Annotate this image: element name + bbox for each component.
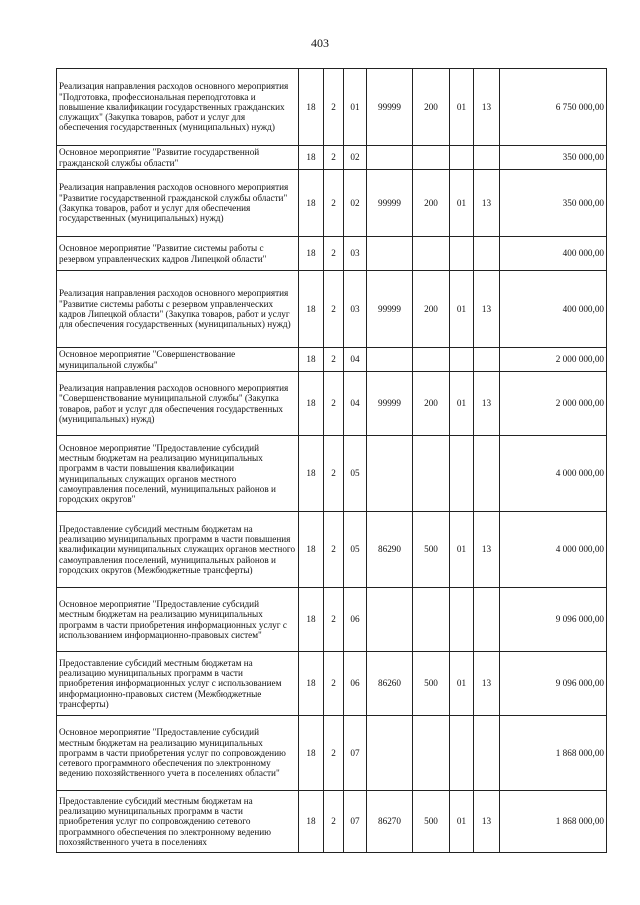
code-event: 02 xyxy=(344,170,367,237)
code-program: 18 xyxy=(299,436,324,512)
code-subprogram: 2 xyxy=(324,69,344,146)
code-expense-type: 500 xyxy=(413,791,450,853)
code-subsection xyxy=(474,716,500,791)
code-direction: 99999 xyxy=(367,271,413,348)
table-row xyxy=(57,652,607,716)
code-direction xyxy=(367,237,413,271)
code-subsection: 13 xyxy=(474,69,500,146)
code-section xyxy=(450,716,474,791)
code-subprogram: 2 xyxy=(324,512,344,588)
code-subprogram: 2 xyxy=(324,652,344,716)
code-expense-type xyxy=(413,146,450,170)
code-subsection: 13 xyxy=(474,170,500,237)
budget-table xyxy=(56,68,607,853)
code-direction xyxy=(367,716,413,791)
table-row xyxy=(57,512,607,588)
code-subsection xyxy=(474,588,500,652)
code-expense-type: 500 xyxy=(413,652,450,716)
code-program: 18 xyxy=(299,791,324,853)
code-event: 03 xyxy=(344,237,367,271)
code-program: 18 xyxy=(299,652,324,716)
row-amount: 400 000,00 xyxy=(500,237,607,271)
row-description: Основное мероприятие "Предоставление субсидий местным бюджетам на реализацию муниципальных программ в части приобретения информационных услуг с использованием информационно-правовых систем" xyxy=(57,588,299,652)
row-description: Основное мероприятие "Предоставление субсидий местным бюджетам на реализацию муниципальных программ в части повышения квалификации муниципальных служащих органов местного самоуправления поселений, муниципальных районов и городских округов" xyxy=(57,436,299,512)
code-section: 01 xyxy=(450,271,474,348)
table-row xyxy=(57,588,607,652)
code-event: 05 xyxy=(344,512,367,588)
code-expense-type xyxy=(413,716,450,791)
code-direction xyxy=(367,348,413,372)
row-description: Реализация направления расходов основного мероприятия "Подготовка, профессиональная переподготовка и повышение квалификации государственных гражданских служащих" (Закупка товаров, работ и услуг для обеспечения государственных (муниципальных) нужд) xyxy=(57,69,299,146)
row-amount: 9 096 000,00 xyxy=(500,588,607,652)
budget-table-body xyxy=(57,69,607,853)
code-subsection xyxy=(474,436,500,512)
table-row xyxy=(57,372,607,436)
code-expense-type: 200 xyxy=(413,372,450,436)
code-direction xyxy=(367,436,413,512)
code-section: 01 xyxy=(450,652,474,716)
row-amount: 2 000 000,00 xyxy=(500,372,607,436)
table-row xyxy=(57,170,607,237)
code-event: 04 xyxy=(344,372,367,436)
code-program: 18 xyxy=(299,237,324,271)
row-amount: 400 000,00 xyxy=(500,271,607,348)
code-direction: 99999 xyxy=(367,170,413,237)
table-row xyxy=(57,237,607,271)
table-row xyxy=(57,791,607,853)
row-description: Предоставление субсидий местным бюджетам на реализацию муниципальных программ в части приобретения информационных услуг с использованием информационно-правовых систем (Межбюджетные трансферты) xyxy=(57,652,299,716)
code-expense-type: 200 xyxy=(413,170,450,237)
code-subsection: 13 xyxy=(474,791,500,853)
code-event: 05 xyxy=(344,436,367,512)
code-subprogram: 2 xyxy=(324,237,344,271)
code-subsection: 13 xyxy=(474,512,500,588)
code-section: 01 xyxy=(450,170,474,237)
code-subprogram: 2 xyxy=(324,372,344,436)
code-program: 18 xyxy=(299,348,324,372)
row-amount: 350 000,00 xyxy=(500,146,607,170)
row-description: Основное мероприятие "Совершенствование муниципальной службы" xyxy=(57,348,299,372)
code-expense-type: 200 xyxy=(413,69,450,146)
row-amount: 2 000 000,00 xyxy=(500,348,607,372)
page-number: 403 xyxy=(311,36,329,50)
code-direction: 86290 xyxy=(367,512,413,588)
row-description: Основное мероприятие "Развитие системы работы с резервом управленческих кадров Липецкой области" xyxy=(57,237,299,271)
row-amount: 1 868 000,00 xyxy=(500,791,607,853)
code-subprogram: 2 xyxy=(324,348,344,372)
code-subsection xyxy=(474,237,500,271)
code-direction: 86270 xyxy=(367,791,413,853)
code-expense-type: 200 xyxy=(413,271,450,348)
code-expense-type xyxy=(413,436,450,512)
code-direction xyxy=(367,146,413,170)
code-direction: 86260 xyxy=(367,652,413,716)
table-row xyxy=(57,348,607,372)
table-row xyxy=(57,271,607,348)
code-section: 01 xyxy=(450,69,474,146)
row-amount: 1 868 000,00 xyxy=(500,716,607,791)
code-subprogram: 2 xyxy=(324,588,344,652)
code-subprogram: 2 xyxy=(324,716,344,791)
code-expense-type xyxy=(413,588,450,652)
code-subprogram: 2 xyxy=(324,170,344,237)
code-event: 06 xyxy=(344,652,367,716)
row-description: Реализация направления расходов основного мероприятия "Развитие системы работы с резервом управленческих кадров Липецкой области" (Закупка товаров, работ и услуг для обеспечения государственных (муниципальных) нужд) xyxy=(57,271,299,348)
code-direction xyxy=(367,588,413,652)
code-direction: 99999 xyxy=(367,69,413,146)
code-event: 07 xyxy=(344,791,367,853)
code-section: 01 xyxy=(450,512,474,588)
code-expense-type: 500 xyxy=(413,512,450,588)
code-subsection: 13 xyxy=(474,372,500,436)
code-subsection xyxy=(474,348,500,372)
code-subsection: 13 xyxy=(474,652,500,716)
table-row xyxy=(57,716,607,791)
row-amount: 9 096 000,00 xyxy=(500,652,607,716)
table-row xyxy=(57,146,607,170)
code-subprogram: 2 xyxy=(324,271,344,348)
row-amount: 6 750 000,00 xyxy=(500,69,607,146)
code-program: 18 xyxy=(299,271,324,348)
row-description: Предоставление субсидий местным бюджетам на реализацию муниципальных программ в части приобретения услуг по сопровождению сетевого программного обеспечения по электронному ведению похозяйственного учета в поселениях xyxy=(57,791,299,853)
code-event: 03 xyxy=(344,271,367,348)
code-event: 01 xyxy=(344,69,367,146)
code-program: 18 xyxy=(299,372,324,436)
row-description: Предоставление субсидий местным бюджетам на реализацию муниципальных программ в части повышения квалификации муниципальных служащих органов местного самоуправления поселений, муниципальных районов и городских округов (Межбюджетные трансферты) xyxy=(57,512,299,588)
row-amount: 4 000 000,00 xyxy=(500,436,607,512)
table-row xyxy=(57,69,607,146)
code-direction: 99999 xyxy=(367,372,413,436)
code-event: 04 xyxy=(344,348,367,372)
code-event: 06 xyxy=(344,588,367,652)
code-expense-type xyxy=(413,237,450,271)
code-program: 18 xyxy=(299,146,324,170)
code-program: 18 xyxy=(299,69,324,146)
code-section: 01 xyxy=(450,372,474,436)
code-expense-type xyxy=(413,348,450,372)
code-section xyxy=(450,588,474,652)
code-section: 01 xyxy=(450,791,474,853)
table-row xyxy=(57,436,607,512)
code-subprogram: 2 xyxy=(324,791,344,853)
code-section xyxy=(450,348,474,372)
code-program: 18 xyxy=(299,716,324,791)
code-section xyxy=(450,146,474,170)
code-event: 07 xyxy=(344,716,367,791)
code-program: 18 xyxy=(299,170,324,237)
row-description: Основное мероприятие "Развитие государственной гражданской службы области" xyxy=(57,146,299,170)
code-section xyxy=(450,237,474,271)
code-subsection: 13 xyxy=(474,271,500,348)
code-event: 02 xyxy=(344,146,367,170)
row-description: Основное мероприятие "Предоставление субсидий местным бюджетам на реализацию муниципальных программ в части приобретения услуг по сопровождению сетевого программного обеспечения по электронному ведению похозяйственного учета в поселениях области" xyxy=(57,716,299,791)
code-program: 18 xyxy=(299,512,324,588)
row-description: Реализация направления расходов основного мероприятия "Совершенствование муниципальной службы" (Закупка товаров, работ и услуг для обеспечения государственных (муниципальных) нужд) xyxy=(57,372,299,436)
code-subsection xyxy=(474,146,500,170)
row-description: Реализация направления расходов основного мероприятия "Развитие государственной гражданской службы области" (Закупка товаров, работ и услуг для обеспечения государственных (муниципальных) нужд) xyxy=(57,170,299,237)
code-subprogram: 2 xyxy=(324,436,344,512)
code-section xyxy=(450,436,474,512)
row-amount: 350 000,00 xyxy=(500,170,607,237)
code-subprogram: 2 xyxy=(324,146,344,170)
row-amount: 4 000 000,00 xyxy=(500,512,607,588)
code-program: 18 xyxy=(299,588,324,652)
